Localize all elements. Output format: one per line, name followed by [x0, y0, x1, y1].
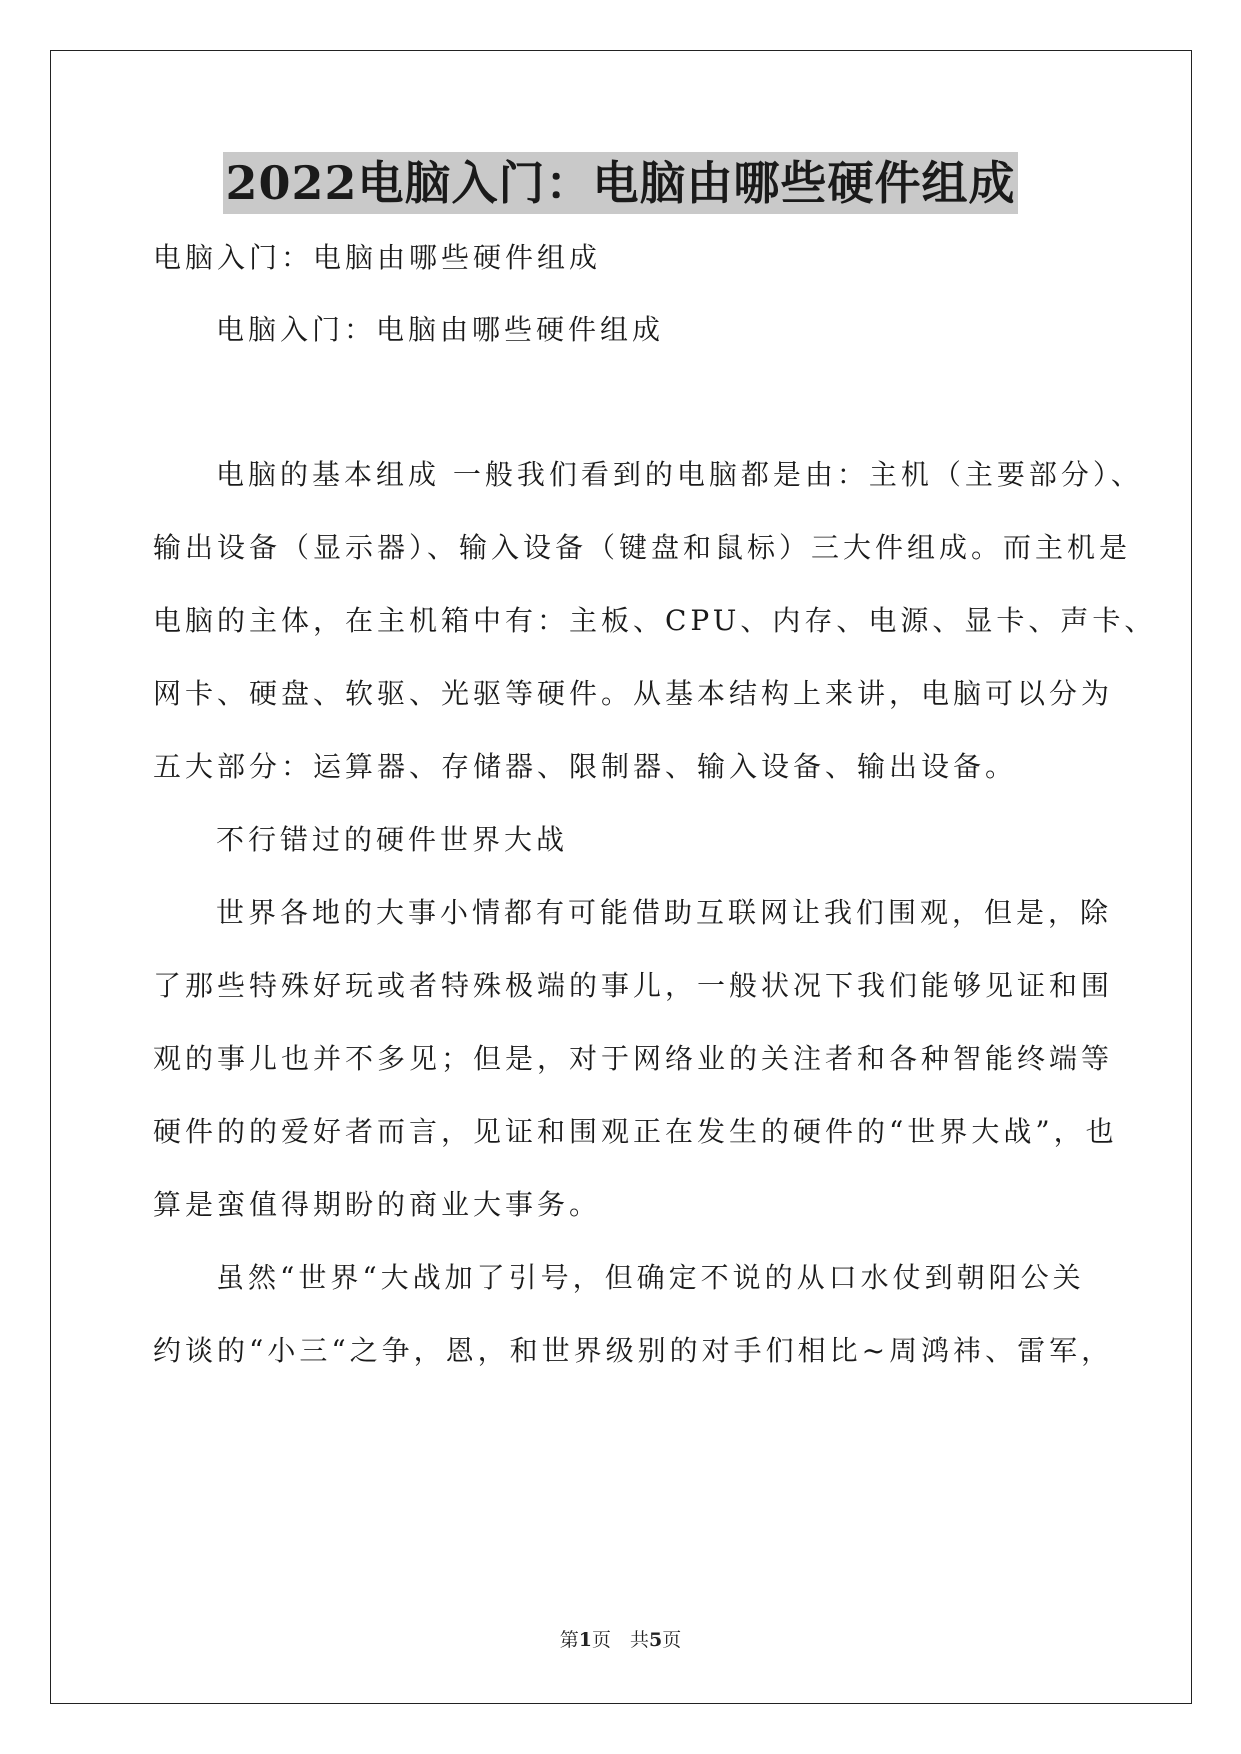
paragraph-2-line-2: 了那些特殊好玩或者特殊极端的事儿，一般状况下我们能够见证和围	[153, 969, 1114, 1002]
footer-current-page: 1	[578, 1629, 592, 1651]
document-title-text: 2022电脑入门：电脑由哪些硬件组成	[223, 152, 1017, 214]
paragraph-1-line-1: 电脑的基本组成 一般我们看到的电脑都是由：主机（主要部分）、	[216, 458, 1143, 491]
section-heading: 不行错过的硬件世界大战	[216, 823, 569, 856]
paragraph-1-line-5: 五大部分：运算器、存储器、限制器、输入设备、输出设备。	[153, 750, 1018, 783]
paragraph-3-line-1: 虽然“世界“大战加了引号，但确定不说的从口水仗到朝阳公关	[216, 1261, 1085, 1294]
footer-mid: 页 共	[591, 1629, 649, 1651]
subtitle-indented: 电脑入门：电脑由哪些硬件组成	[216, 313, 665, 346]
paragraph-1-line-2: 输出设备（显示器）、输入设备（键盘和鼠标）三大件组成。而主机是	[153, 531, 1132, 564]
footer-suffix: 页	[662, 1629, 682, 1651]
footer-prefix: 第	[559, 1629, 579, 1651]
paragraph-1-line-4: 网卡、硬盘、软驱、光驱等硬件。从基本结构上来讲，电脑可以分为	[153, 677, 1114, 710]
page-border	[50, 50, 1192, 1704]
paragraph-2-line-5: 算是蛮值得期盼的商业大事务。	[153, 1188, 602, 1221]
document-title	[0, 152, 1241, 214]
paragraph-2-line-4: 硬件的的爱好者而言，见证和围观正在发生的硬件的“世界大战”，也	[153, 1115, 1118, 1148]
paragraph-2-line-3: 观的事儿也并不多见；但是，对于网络业的关注者和各种智能终端等	[153, 1042, 1114, 1075]
paragraph-2-line-1: 世界各地的大事小情都有可能借助互联网让我们围观，但是，除	[216, 896, 1113, 929]
page-footer	[0, 1627, 1241, 1653]
paragraph-3-line-2: 约谈的“小三“之争，恩，和世界级别的对手们相比~周鸿祎、雷军，	[153, 1334, 1114, 1367]
footer-total-pages: 5	[649, 1629, 663, 1651]
paragraph-1-line-3: 电脑的主体，在主机箱中有：主板、CPU、内存、电源、显卡、声卡、	[153, 604, 1157, 637]
subtitle: 电脑入门：电脑由哪些硬件组成	[153, 241, 602, 274]
